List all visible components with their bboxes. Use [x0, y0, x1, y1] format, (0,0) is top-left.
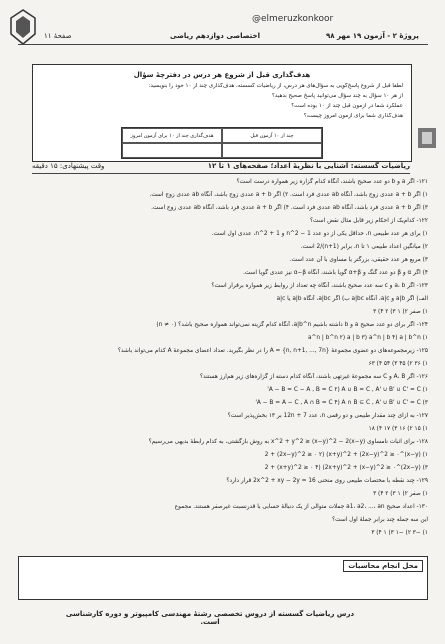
page-footer: درس ریاضیات گسسته از دروس تخصصی رشتهٔ مهندسی کامپیوتر و دوره کارشناسی است.	[65, 610, 355, 626]
question-line: ۳) مربع هر عدد حقیقی، بزرگتر یا مساوی با آن عدد است.	[289, 257, 428, 263]
goal-box-line: از هر ۱۰ سؤال به چند سؤال می‌توانید پاسخ صحیح بدهید؟	[272, 93, 403, 99]
question-line: ۱) (x−y)^2 + (2x−y)^2 ≥ ۰ ۲) (x+y)^2 + (2x−y)^2 ≥ ۰	[264, 452, 428, 458]
question-line: ۱) A − B = C − A , B = C ۲) A ∪ B = C , A' ∪ B' ∪ C' = C'	[267, 387, 428, 393]
side-stamp-icon	[416, 126, 438, 150]
question-line: ۱۲۲- کدام‌یک از احکام زیر قابل مثال نقض است؟	[309, 218, 428, 224]
header-divider	[18, 44, 428, 45]
question-line: ۱) اگر a + b عددی زوج باشد، آنگاه ab عددی فرد است. ۲) اگر a + b عددی زوج باشد، آنگاه ab عددی زوج است.	[149, 192, 428, 198]
section-title: ریاضیات گسسته: آشنایی با نظریهٔ اعداد؛ صفحه‌های ۱ تا ۱۲	[207, 162, 410, 170]
calculation-area-label: محل انجام محاسبات	[343, 560, 423, 572]
exam-title: پروژهٔ ۲ - آزمون ۱۹ مهر ۹۸	[326, 32, 419, 40]
question-line: ۱) برای هر عدد طبیعی n، حداقل یکی از دو عدد 1 − 2^n و 1 + 2^n، عددی اول است.	[211, 231, 428, 237]
question-line: ۳) (2x−y)^2 + (x+y)^2 ≥ ۰ ۴) (2x+y)^2 + (x−y)^2 ≥ ۰	[264, 465, 428, 471]
question-line: ۱) صفر ۲) ۱ ۳) ۲ ۴) ۳	[373, 491, 428, 497]
page-title: اختصاصی دوازدهم ریاضی	[170, 32, 260, 40]
question-line: ۱۲۸- برای اثبات نامساوی x^2 + y^2 ≥ (x−y)^2 − 2(x−y) به روش بازگشتی، به کدام رابطهٔ بدیهی می‌رسیم؟	[148, 439, 428, 445]
goal-table-input[interactable]	[122, 143, 222, 158]
goal-box-line: هدف‌گذاری شما برای آزمون امروز چیست؟	[303, 113, 403, 119]
question-line: ۱۲۹- چند نقطه با مختصات طبیعی روی منحنی 2x^2 + xy − 2y = 16 قرار دارد؟	[226, 478, 428, 484]
goal-box-title: هدف‌گذاری قبل از شروع هر درس در دفترچهٔ سؤال	[133, 71, 311, 79]
question-line: ۴) اگر α و β دو عدد گنگ و α+β گویا باشند، آنگاه α−β نیز عددی گویا است.	[243, 270, 428, 276]
publisher-logo-icon	[8, 8, 38, 46]
question-line: ۲) میانگین اعداد طبیعی ۱ تا n، برابر (n+1)/2 است.	[300, 244, 428, 250]
section-divider	[32, 173, 410, 174]
question-line: ۱۲۶- اگر A، B و C سه مجموعهٔ غیرتهی باشند، آنگاه کدام دسته از گزاره‌های زیر هم‌ارز هستند؟	[199, 374, 428, 380]
question-line: ۱۳۰- اعداد صحیح a1، a2، ...، an جملات متوالی از یک دنبالهٔ حسابی با قدرنسبت غیرصفر هستند. مجموع	[174, 504, 428, 510]
suggested-time: وقت پیشنهادی: ۱۵ دقیقه	[32, 162, 105, 170]
question-line: ۱۲۴- اگر برای دو عدد صحیح a و b داشته باشیم a|b^n، آنگاه کدام گزینه نمی‌تواند همواره صحیح باشد؟ (n ≠ ۰)	[156, 322, 428, 328]
page-number: صفحهٔ ۱۱	[44, 32, 72, 40]
question-line: ۱۲۵- زیرمجموعه‌های دو عضوی مجموعهٔ A = {n, n+1, ..., 7n} را در نظر بگیرید. تعداد اعضای مجموعهٔ A کدام می‌تواند باشد؟	[117, 348, 428, 354]
question-line: ۱) ۳۶ ۲) ۴۵ ۳) ۵۴ ۴) ۶۳	[368, 361, 428, 367]
goal-table-header: چند از ۱۰ آزمون قبل	[222, 128, 322, 143]
question-line: ۱۲۷- به ازای چند مقدار طبیعی و دو رقمی n، عدد 12n + 7 بر ۱۳ بخش‌پذیر است؟	[227, 413, 428, 419]
goal-table-input[interactable]	[222, 143, 322, 158]
goal-table-header: هدف‌گذاری چند از ۱۰ برای آزمون امروز	[122, 128, 222, 143]
goal-box-line: عملکرد شما در آزمون قبل چند از ۱۰ بوده است؟	[291, 103, 403, 109]
question-line: ۳) A − B = A − C , A ∩ B = C ۴) A ∩ B ⊆ C , A' ∪ B' ∪ C' = C'	[255, 400, 428, 406]
question-line: این سه جمله چند برابر جملهٔ اول است؟	[332, 517, 428, 523]
goal-box-line: لطفاً قبل از شروع پاسخ‌گویی به سؤال‌های هر درس، از ریاضیات گسسته، هدف‌گذاری چند از ۱۰ خود را بنویسید:	[148, 83, 403, 89]
question-line: ۱) صفر ۲) ۱ ۳) ۲ ۴) ۳	[373, 309, 428, 315]
goal-table	[121, 127, 323, 159]
question-line: ۱۲۱- اگر a و b دو عدد صحیح باشند، آنگاه کدام گزاره زیر همواره درست است؟	[236, 179, 428, 185]
question-line: الف) اگر a|b و a|c، آنگاه a|bc ب) اگر a|bc، آنگاه a|b یا a|c	[276, 296, 428, 302]
watermark-handle: @elmeruzkonkoor	[252, 14, 334, 24]
question-line: ۱) a^n | b^n ۲) a | b ۳) a^n | b ۴) a | b^n	[307, 335, 428, 341]
question-line: ۱) −۳ ۲) −۱ ۳) ۱ ۴) ۳	[371, 530, 428, 536]
question-line: ۱۲۳- اگر a، b و c سه عدد صحیح باشند، آنگاه چه تعداد از روابط زیر همواره برقرار است؟	[211, 283, 428, 289]
goal-setting-box	[32, 64, 412, 162]
question-line: ۳) اگر a + b عددی فرد باشد، آنگاه ab عددی فرد است. ۴) اگر a + b عددی فرد باشد، آنگاه ab عددی زوج است.	[151, 205, 428, 211]
calculation-area[interactable]	[18, 556, 428, 600]
question-line: ۱) ۱۵ ۲) ۱۶ ۳) ۱۷ ۴) ۱۸	[368, 426, 428, 432]
section-header	[32, 162, 410, 170]
